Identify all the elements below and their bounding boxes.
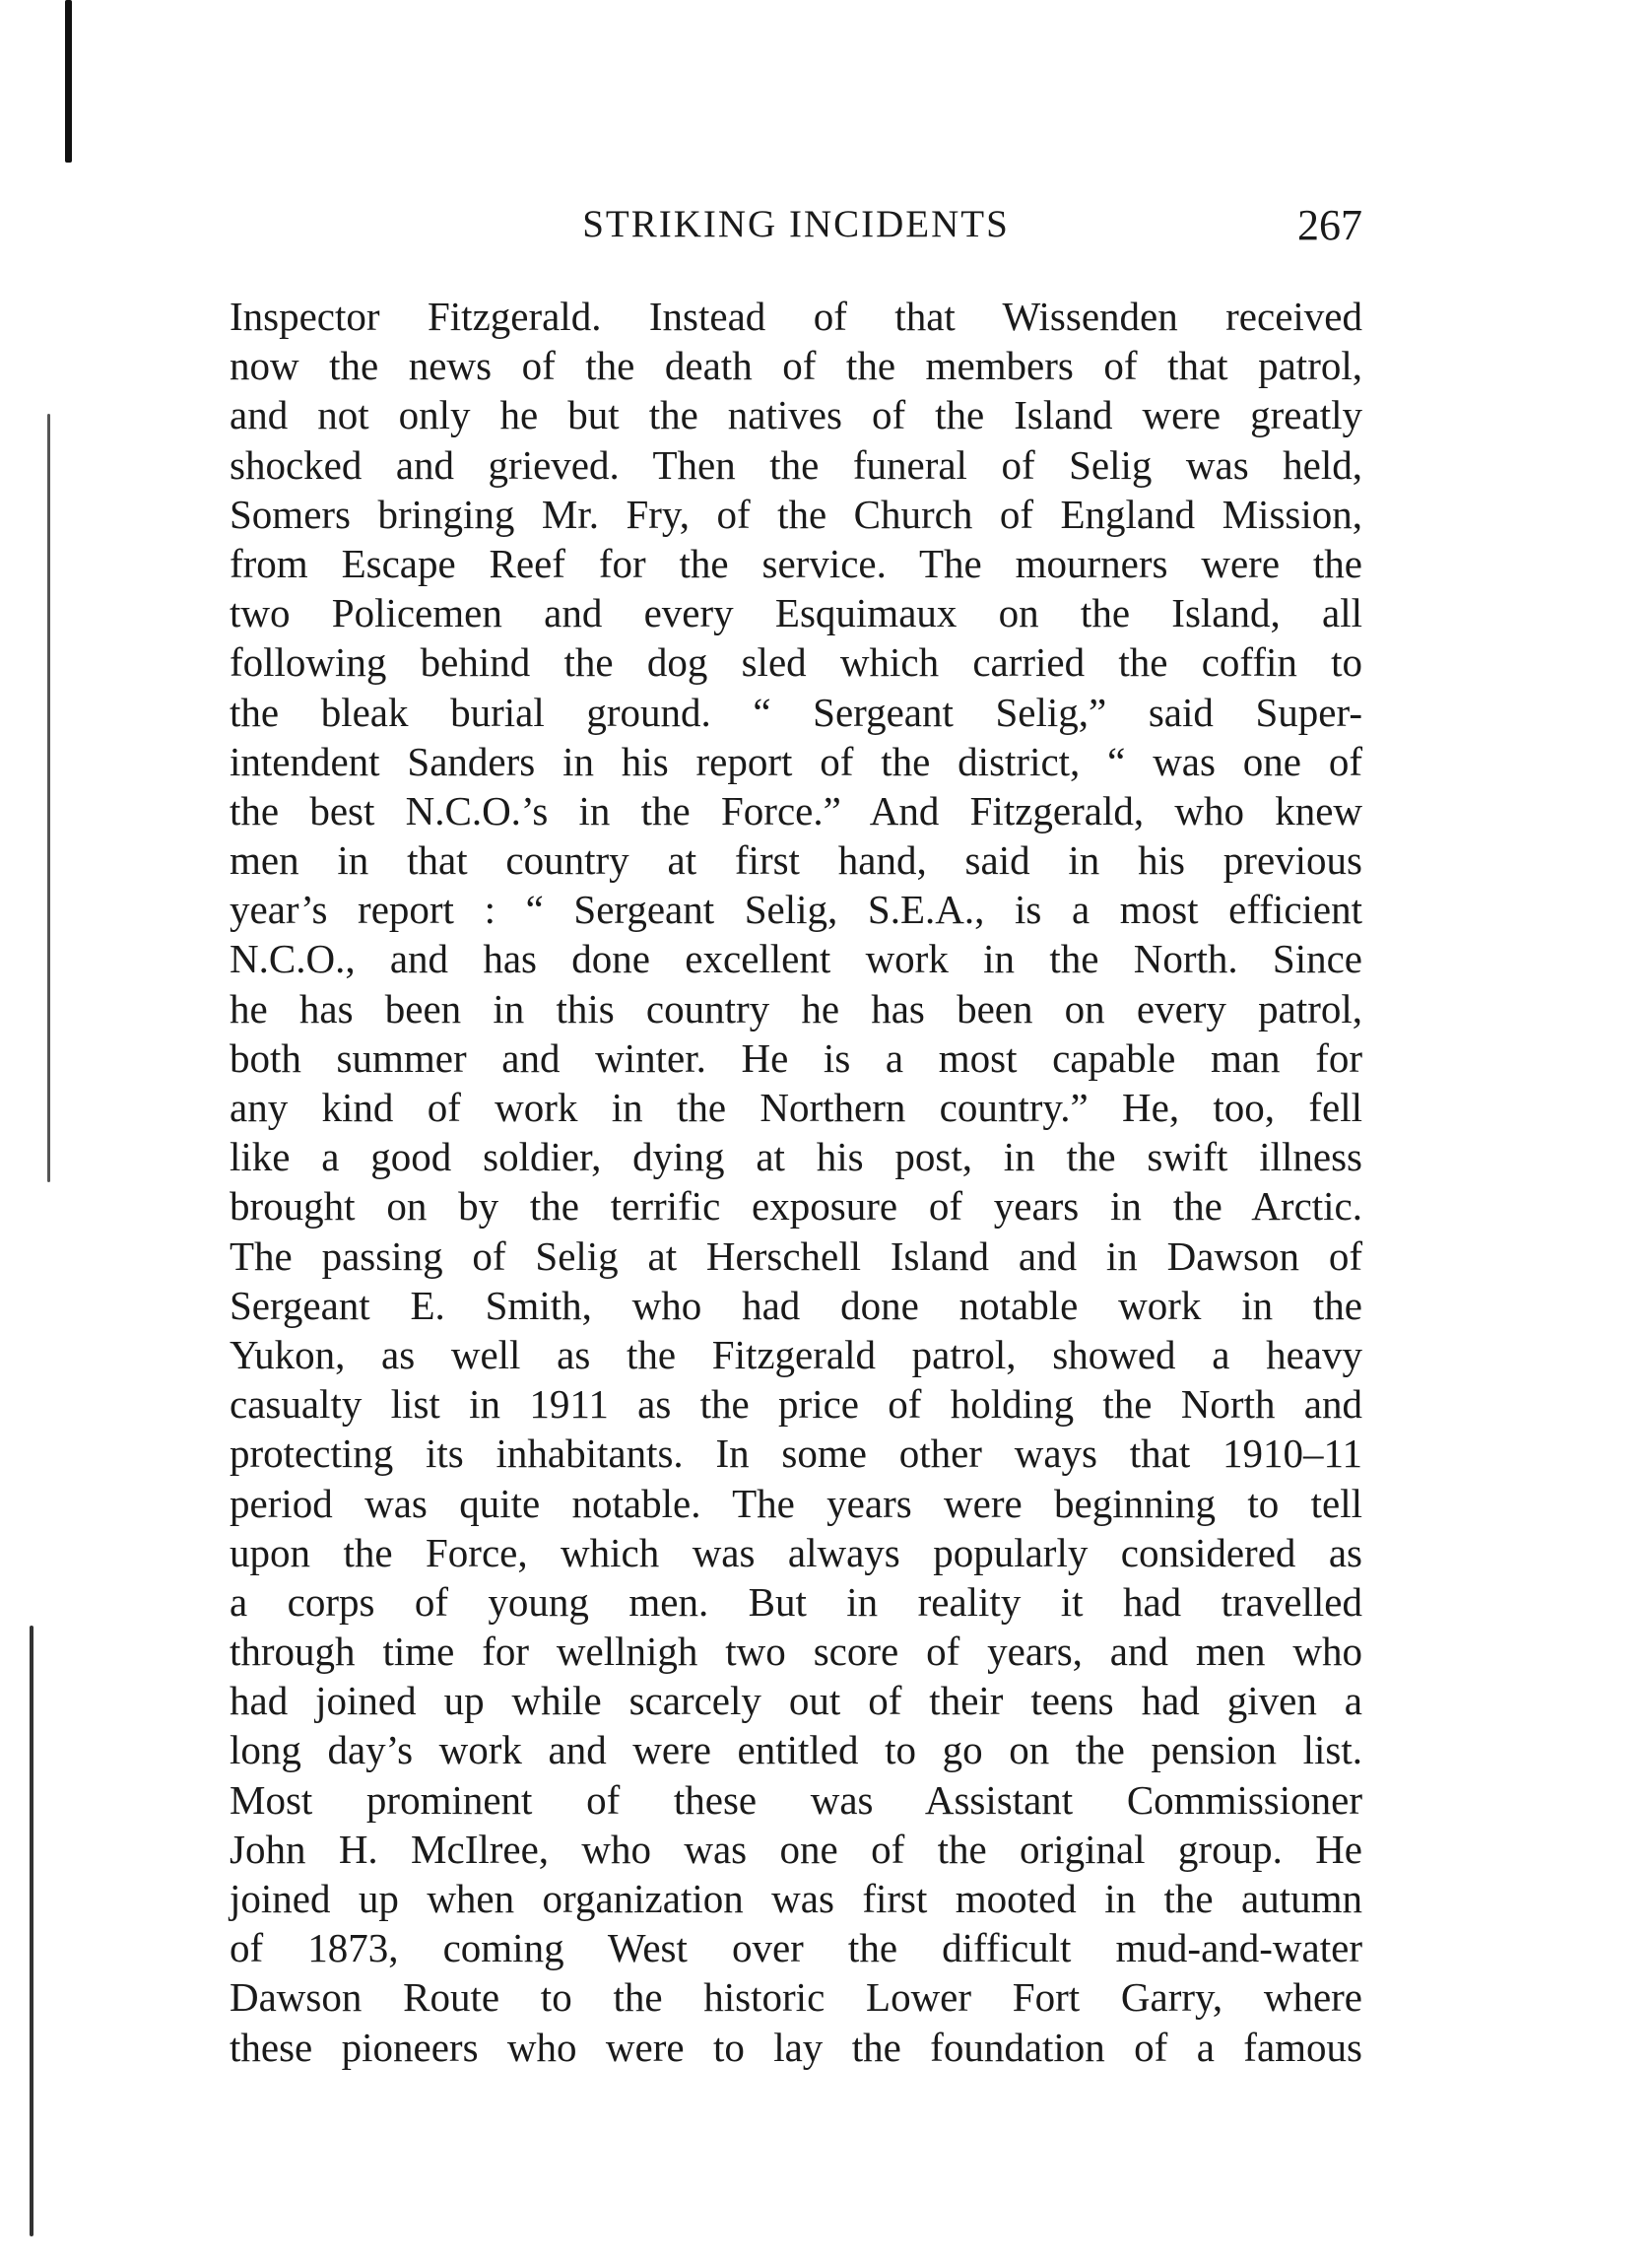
text-line: John H. McIlree, who was one of the original group. He [230, 1826, 1362, 1872]
body-text [230, 292, 1362, 2072]
page-number: 267 [1297, 201, 1362, 249]
text-line: N.C.O., and has done excellent work in the North. Since [230, 936, 1362, 982]
text-line: protecting its inhabitants. In some other ways that 1910–11 [230, 1431, 1362, 1477]
text-line: brought on by the terrific exposure of years in the Arctic. [230, 1183, 1362, 1230]
scan-edge-mark [30, 1626, 33, 2236]
text-line: Somers bringing Mr. Fry, of the Church of England Mission, [230, 491, 1362, 537]
text-line: casualty list in 1911 as the price of holding the North and [230, 1381, 1362, 1428]
running-head: STRIKING INCIDENTS [582, 203, 1010, 245]
text-line: joined up when organization was first mooted in the autumn [230, 1876, 1362, 1921]
text-line: both summer and winter. He is a most capable man for [230, 1034, 1362, 1081]
text-line: year’s report : “ Sergeant Selig, S.E.A., is a most efficient [230, 887, 1362, 933]
text-line: of 1873, coming West over the difficult mud-and-water [230, 1925, 1362, 1971]
text-line: Inspector Fitzgerald. Instead of that Wissenden received [230, 294, 1362, 339]
text-line: shocked and grieved. Then the funeral of Selig was held, [230, 441, 1362, 488]
text-line: men in that country at first hand, said in his previous [230, 837, 1362, 884]
text-line: the bleak burial ground. “ Sergeant Selig,” said Super- [230, 689, 1362, 735]
scan-edge-mark [47, 414, 50, 1182]
scan-edge-mark [65, 0, 72, 163]
text-line: The passing of Selig at Herschell Island and in Dawson of [230, 1232, 1362, 1279]
text-line: these pioneers who were to lay the foundation of a famous [230, 2024, 1362, 2070]
text-line: following behind the dog sled which carried the coffin to [230, 639, 1362, 686]
text-line: two Policemen and every Esquimaux on the Island, all [230, 590, 1362, 636]
text-line: intendent Sanders in his report of the district, “ was one of [230, 738, 1362, 784]
text-line: Dawson Route to the historic Lower Fort Garry, where [230, 1974, 1362, 2021]
text-line: and not only he but the natives of the Island were greatly [230, 392, 1362, 438]
text-line: the best N.C.O.’s in the Force.” And Fitzgerald, who knew [230, 787, 1362, 833]
text-line: from Escape Reef for the service. The mourners were the [230, 540, 1362, 586]
text-line: any kind of work in the Northern country.” He, too, fell [230, 1085, 1362, 1130]
text-line: upon the Force, which was always popularly considered as [230, 1529, 1362, 1575]
text-line: like a good soldier, dying at his post, in the swift illness [230, 1134, 1362, 1180]
text-line: Yukon, as well as the Fitzgerald patrol, showed a heavy [230, 1331, 1362, 1377]
text-line: through time for wellnigh two score of years, and men who [230, 1629, 1362, 1675]
text-line: long day’s work and were entitled to go on the pension list. [230, 1727, 1362, 1773]
text-line: Sergeant E. Smith, who had done notable work in the [230, 1282, 1362, 1328]
text-line: had joined up while scarcely out of their teens had given a [230, 1678, 1362, 1724]
text-line: a corps of young men. But in reality it had travelled [230, 1578, 1362, 1625]
text-line: he has been in this country he has been on every patrol, [230, 985, 1362, 1032]
page-header [230, 202, 1362, 261]
text-line: Most prominent of these was Assistant Commissioner [230, 1776, 1362, 1823]
text-line: now the news of the death of the members of that patrol, [230, 343, 1362, 389]
text-line: period was quite notable. The years were beginning to tell [230, 1480, 1362, 1526]
